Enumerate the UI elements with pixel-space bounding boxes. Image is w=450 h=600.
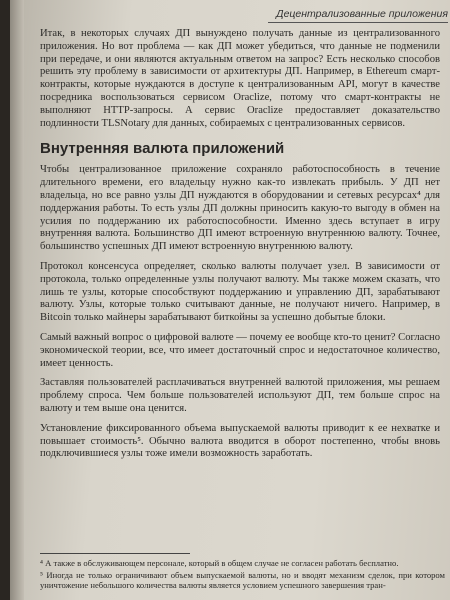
footnote: ⁵ Иногда не только ограничивают объем выпускаемой валюты, но и вводят механизм сделок, при котором уничтожение небольшого количества валюты является условием успешного завершения тран-	[40, 570, 445, 590]
section-heading: Внутренняя валюта приложений	[40, 140, 285, 158]
running-header: Децентрализованные приложения	[268, 8, 448, 23]
paragraph: Протокол консенсуса определяет, сколько валюты получает узел. В зависимости от протокола, только определенные узлы получают валюту. Мы также можем сказать, что лишь те узлы, которые способствуют поддержанию и управлению ДП, зарабатывают валюту. Узлы, которые только считывают данные, не получают ничего. Например, в Bitcoin только майнеры зарабатывают биткойны за успешно добытые блоки.	[40, 260, 440, 324]
footnote-divider	[40, 553, 190, 554]
book-page	[10, 0, 450, 600]
footnote: ⁴ А также в обслуживающем персонале, который в общем случае не согласен работать бесплатно.	[40, 558, 399, 568]
previous-page-edge	[10, 0, 24, 600]
page-body	[40, 28, 440, 468]
footnotes	[40, 558, 445, 592]
paragraph: Заставляя пользователей расплачиваться внутренней валютой приложения, мы решаем проблему спроса. Чем больше пользователей используют ДП, тем больше спрос на валюту и тем выше она ценится.	[40, 377, 440, 414]
paragraph: Итак, в некоторых случаях ДП вынуждено получать данные из централизованного приложения. Но вот проблема — как ДП может убедиться, что данные не подменили при передаче, и они являются актуальным ответом на запрос? Есть несколько способов решить эту проблему в зависимости от архитектуры ДП. Например, в Ethereum смарт-контракты, которые нуждаются в доступе к централизованным API, могут в качестве посредника воспользоваться сервисом Oraclize, потому что смарт-контракты не выполняют HTTP-запросы. А сервис Oraclize предоставляет доказательство подлинности TLSNotary для данных, собираемых с централизованных сервисов.	[40, 28, 440, 129]
paragraph: Самый важный вопрос о цифровой валюте — почему ее вообще кто-то ценит? Согласно экономической теории, все, что имеет достаточный спрос и недостаточное количество, имеет ценность.	[40, 331, 440, 369]
paragraph: Установление фиксированного объема выпускаемой валюты приводит к ее нехватке и повышает стоимость⁵. Обычно валюта вводится в оборот постепенно, чтобы вновь подключившиеся узлы тоже имели возможность заработать.	[40, 422, 440, 460]
paragraph: Чтобы централизованное приложение сохраняло работоспособность в течение длительного времени, его владельцу нужно как-то извлекать прибыль. У ДП нет владельца, но все равно узлы ДП нуждаются в оборудовании и сетевых ресурсах⁴ для поддержания работы. То есть узлы ДП должны приносить какую-то выгоду в обмен на усилия по поддержанию их работоспособности. Именно здесь вступает в игру внутренняя валюта. Большинство ДП имеют встроенную внутреннюю валюту. Точнее, большинство успешных ДП имеют встроенную внутреннюю валюту.	[40, 164, 440, 253]
